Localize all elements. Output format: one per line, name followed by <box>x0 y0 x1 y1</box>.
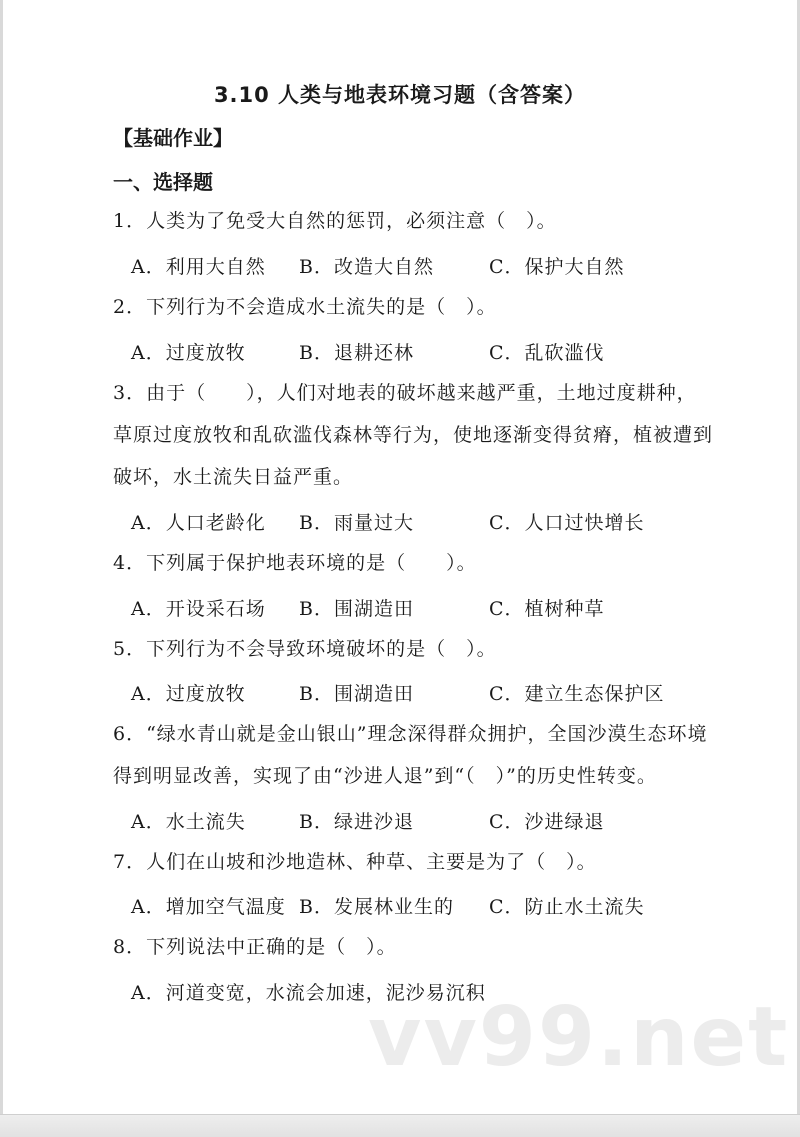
option-b: B．围湖造田 <box>299 598 414 620</box>
option-c: C．沙进绿退 <box>489 811 605 833</box>
question-4-options <box>131 594 691 624</box>
watermark: vv99.net <box>368 990 790 1085</box>
option-b: B．绿进沙退 <box>299 811 414 833</box>
option-a: A．河道变宽，水流会加速，泥沙易沉积 <box>131 982 486 1004</box>
question-text: 4．下列属于保护地表环境的是（ ）。 <box>113 552 477 574</box>
question-6-options <box>131 807 691 837</box>
question-text-line-3: 破坏，水土流失日益严重。 <box>113 466 354 488</box>
option-a: A．开设采石场 <box>131 598 266 620</box>
question-3-options <box>131 508 691 538</box>
question-7-options <box>131 892 691 922</box>
question-text-line-1: 3．由于（ ），人们对地表的破坏越来越严重，土地过度耕种， <box>113 382 697 404</box>
document-title: 3.10 人类与地表环境习题（含答案） <box>213 83 587 107</box>
option-b: B．雨量过大 <box>299 512 414 534</box>
question-5 <box>113 628 693 670</box>
option-c: C．建立生态保护区 <box>489 683 665 705</box>
option-a: A．水土流失 <box>131 811 246 833</box>
viewer-frame-bottom <box>0 1114 800 1137</box>
question-text: 1．人类为了免受大自然的惩罚，必须注意（ ）。 <box>113 210 557 232</box>
question-2-options <box>131 338 691 368</box>
question-text: 8．下列说法中正确的是（ ）。 <box>113 936 397 958</box>
option-a: A．过度放牧 <box>131 683 246 705</box>
option-a: A．利用大自然 <box>131 256 266 278</box>
option-c: C．人口过快增长 <box>489 512 645 534</box>
question-4 <box>113 542 693 584</box>
option-c: C．乱砍滥伐 <box>489 342 605 364</box>
question-7 <box>113 841 693 883</box>
option-b: B．发展林业生的 <box>299 896 454 918</box>
option-a: A．增加空气温度 <box>131 896 286 918</box>
option-a: A．过度放牧 <box>131 342 246 364</box>
viewer-frame-left <box>0 0 3 1137</box>
section-heading-choice: 一、选择题 <box>113 170 213 194</box>
question-text-line-2: 得到明显改善，实现了由“沙进人退”到“（ ）”的历史性转变。 <box>113 765 657 787</box>
option-b: B．退耕还林 <box>299 342 414 364</box>
option-c: C．保护大自然 <box>489 256 625 278</box>
question-text: 2．下列行为不会造成水土流失的是（ ）。 <box>113 296 497 318</box>
question-text: 7．人们在山坡和沙地造林、种草、主要是为了（ ）。 <box>113 851 597 873</box>
question-1-options <box>131 252 691 282</box>
question-text-line-2: 草原过度放牧和乱砍滥伐森林等行为，使地逐渐变得贫瘠，植被遭到 <box>113 424 714 446</box>
option-b: B．围湖造田 <box>299 683 414 705</box>
question-3 <box>113 372 714 498</box>
option-c: C．植树种草 <box>489 598 605 620</box>
option-c: C．防止水土流失 <box>489 896 645 918</box>
question-text-line-1: 6．“绿水青山就是金山银山”理念深得群众拥护，全国沙漠生态环境 <box>113 723 708 745</box>
question-1 <box>113 200 693 242</box>
question-5-options <box>131 679 691 709</box>
question-2 <box>113 286 693 328</box>
question-text: 5．下列行为不会导致环境破坏的是（ ）。 <box>113 638 497 660</box>
question-8 <box>113 926 693 968</box>
question-6 <box>113 713 708 797</box>
option-a: A．人口老龄化 <box>131 512 266 534</box>
option-b: B．改造大自然 <box>299 256 434 278</box>
section-heading-basic: 【基础作业】 <box>113 126 233 150</box>
